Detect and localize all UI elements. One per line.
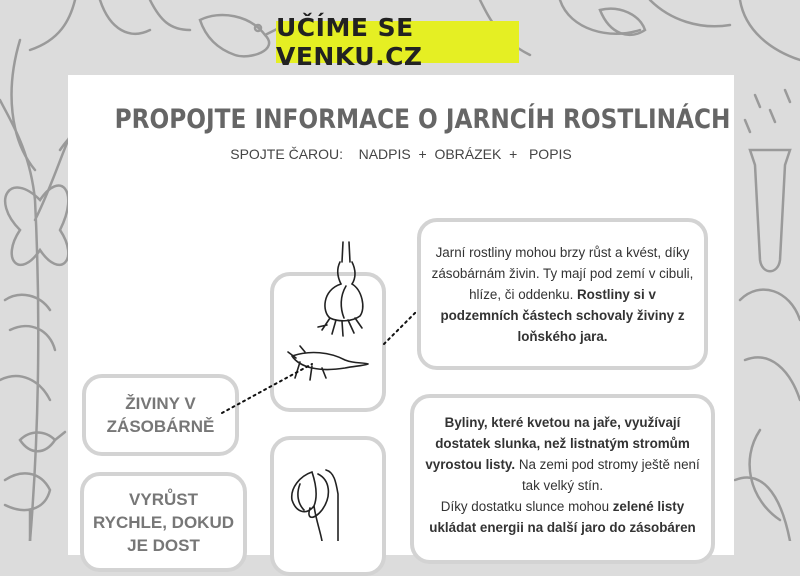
site-banner[interactable]: UČÍME SE VENKU.CZ [276,21,519,63]
desc2-text-1: Na zemi pod stromy ještě není tak velký stín. [515,457,700,493]
desc1-bold: Rostliny si v podzemních částech schovaly živiny z loňského jara. [440,287,685,344]
page-title: PROPOJTE INFORMACE O JARNCÍH ROSTLINÁCH [114,104,731,135]
desc1-text: Jarní rostliny mohou brzy růst a kvést, díky zásobárnám živin. Ty mají pod zemí v cibuli, hlíze, či oddenku. [431,245,694,302]
page-subtitle: SPOJTE ČAROU: NADPIS + OBRÁZEK + POPIS [230,146,572,162]
desc-box-nutrients[interactable] [417,218,708,370]
label-text-grow-fast: VYRŮST RYCHLE, DOKUD JE DOST [92,490,235,555]
desc2-bold-2: zelené listy ukládat energii na další jaro do zásobáren [429,499,696,535]
desc2-text-2: Díky dostatku slunce mohou [440,499,613,514]
desc2-bold-1: Byliny, které kvetou na jaře, využívají dostatek slunka, než listnatým stromům vyrostou listy. [425,415,690,472]
label-text-nutrients: ŽIVINY V ZÁSOBÁRNĚ [106,394,215,436]
desc-box-sunlight[interactable] [410,394,715,564]
connector-line-1 [222,364,312,413]
